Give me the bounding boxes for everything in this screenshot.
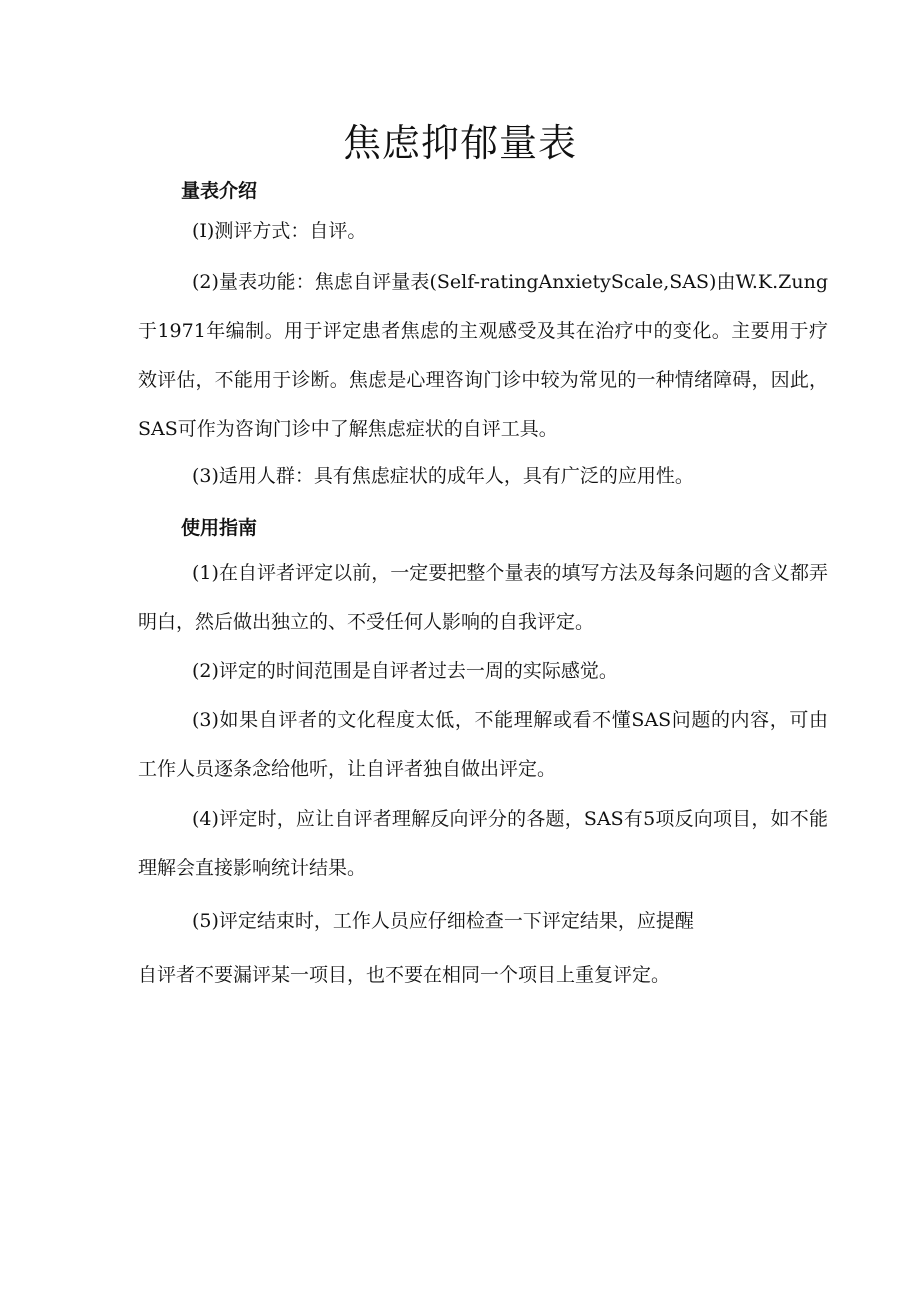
guide-paragraph-5-line-1: (5)评定结束时，工作人员应仔细检查一下评定结果，应提醒: [192, 910, 694, 932]
guide-paragraph-5-line-2: 自评者不要漏评某一项目，也不要在相同一个项目上重复评定。: [138, 964, 671, 986]
guide-paragraph-2: (2)评定的时间范围是自评者过去一周的实际感觉。: [192, 660, 618, 682]
page-title: 焦虑抑郁量表: [342, 121, 577, 165]
guide-paragraph-1: (1)在自评者评定以前，一定要把整个量表的填写方法及每条问题的含义都弄明白，然后做出独立的、不受任何人影响的自我评定。: [138, 562, 828, 633]
section-heading-guide: 使用指南: [181, 517, 258, 539]
intro-paragraph-method: (I)测评方式：自评。: [192, 220, 367, 242]
guide-paragraph-3: (3)如果自评者的文化程度太低，不能理解或看不懂SAS问题的内容，可由工作人员逐条念给他听，让自评者独自做出评定。: [138, 709, 828, 780]
section-heading-intro: 量表介绍: [181, 180, 258, 202]
guide-paragraph-4: (4)评定时，应让自评者理解反向评分的各题，SAS有5项反向项目，如不能理解会直接影响统计结果。: [138, 808, 828, 879]
intro-paragraph-population: (3)适用人群：具有焦虑症状的成年人，具有广泛的应用性。: [192, 465, 694, 487]
intro-paragraph-function: (2)量表功能：焦虑自评量表(Self-ratingAnxietyScale,SAS)由W.K.Zung于1971年编制。用于评定患者焦虑的主观感受及其在治疗中的变化。主要用于疗效评估，不能用于诊断。焦虑是心理咨询门诊中较为常见的一种情绪障碍，因此，SAS可作为咨询门诊中了解焦虑症状的自评工具。: [138, 271, 828, 440]
